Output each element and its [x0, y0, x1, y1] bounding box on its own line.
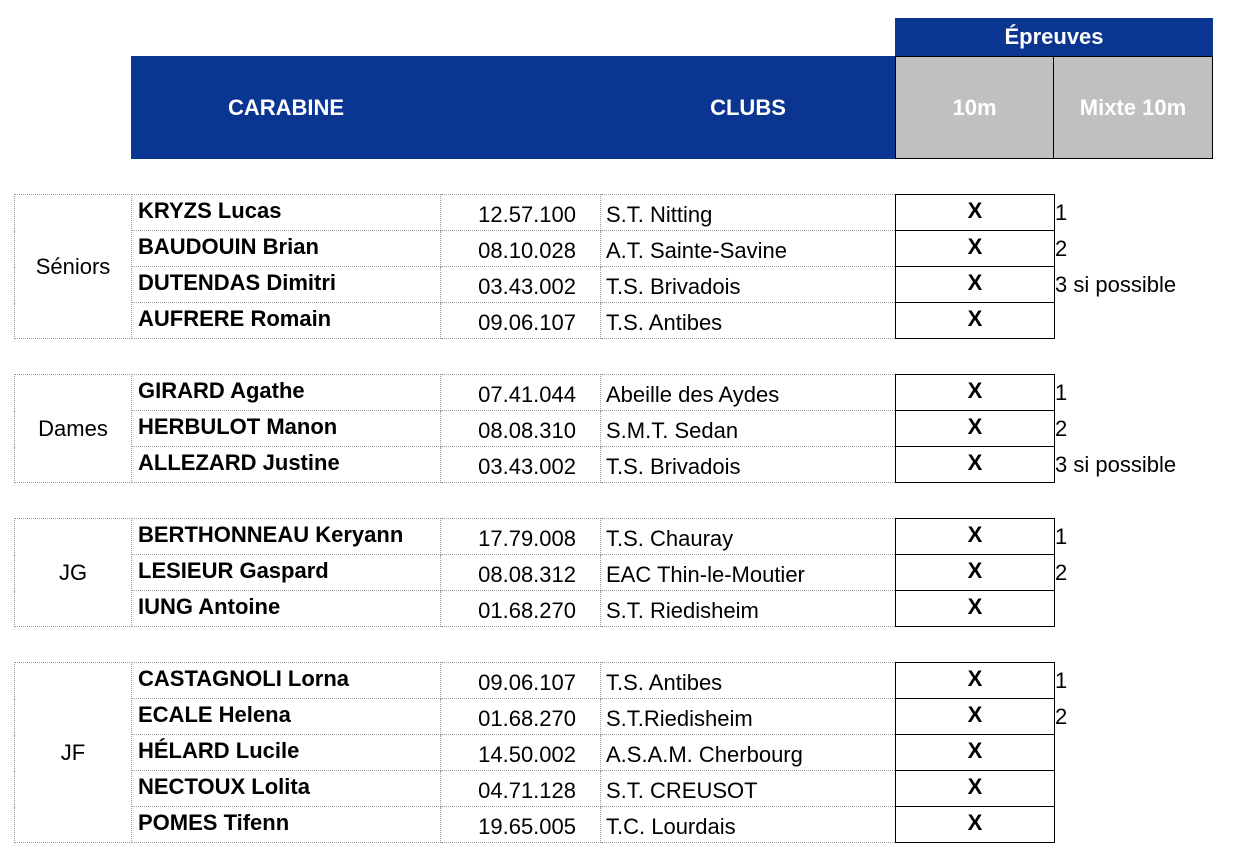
licence-number: 03.43.002 — [441, 447, 601, 483]
event-10m-mark: X — [896, 375, 1055, 411]
event-mixte-10m-mark — [1055, 807, 1068, 843]
event-mixte-10m-mark: 2 — [1055, 415, 1068, 441]
category-label: Dames — [15, 375, 132, 483]
event-mixte-10m-mark: 2 — [1055, 703, 1068, 729]
athlete-name: BAUDOUIN Brian — [132, 231, 441, 267]
event-mixte-10m-mark: 2 — [1055, 235, 1068, 261]
event-mixte-10m-mark: 1 — [1055, 199, 1068, 225]
licence-number: 09.06.107 — [441, 303, 601, 339]
table-row — [15, 555, 1068, 591]
event-10m-mark: X — [896, 519, 1055, 555]
epreuves-header: Épreuves — [895, 18, 1213, 56]
event-10m-mark: X — [896, 231, 1055, 267]
athlete-name: DUTENDAS Dimitri — [132, 267, 441, 303]
club-name: T.S. Antibes — [601, 663, 896, 699]
event-mixte-10m-mark: 1 — [1055, 667, 1068, 693]
licence-number: 12.57.100 — [441, 195, 601, 231]
table-row — [15, 267, 1177, 303]
club-name: S.T. Riedisheim — [601, 591, 896, 627]
event-10m-mark: X — [896, 807, 1055, 843]
athlete-name: BERTHONNEAU Keryann — [132, 519, 441, 555]
licence-number: 19.65.005 — [441, 807, 601, 843]
club-name: T.C. Lourdais — [601, 807, 896, 843]
event-mixte-10m-mark — [1055, 591, 1068, 627]
event-mixte-10m-mark — [1055, 303, 1177, 339]
table-row — [15, 447, 1177, 483]
category-group-0 — [14, 194, 1177, 339]
licence-number: 01.68.270 — [441, 591, 601, 627]
category-label: JG — [15, 519, 132, 627]
table-row — [15, 375, 1177, 411]
club-name: S.T.Riedisheim — [601, 699, 896, 735]
event-mixte-10m-mark: 1 — [1055, 379, 1068, 405]
athlete-name: IUNG Antoine — [132, 591, 441, 627]
club-name: A.S.A.M. Cherbourg — [601, 735, 896, 771]
licence-number: 01.68.270 — [441, 699, 601, 735]
table-row — [15, 519, 1068, 555]
event-mixte-10m-mark: 3 si possible — [1055, 271, 1177, 297]
table-row — [15, 411, 1177, 447]
club-name: T.S. Brivadois — [601, 447, 896, 483]
event-10m-mark: X — [896, 735, 1055, 771]
licence-number: 17.79.008 — [441, 519, 601, 555]
club-name: T.S. Brivadois — [601, 267, 896, 303]
event-10m-mark: X — [896, 195, 1055, 231]
event-10m-mark: X — [896, 771, 1055, 807]
column-header-10m: 10m — [895, 56, 1054, 159]
category-label: Séniors — [15, 195, 132, 339]
licence-number: 09.06.107 — [441, 663, 601, 699]
category-group-3 — [14, 662, 1068, 843]
licence-number: 08.08.312 — [441, 555, 601, 591]
athlete-name: AUFRERE Romain — [132, 303, 441, 339]
athlete-name: HÉLARD Lucile — [132, 735, 441, 771]
club-name: Abeille des Aydes — [601, 375, 896, 411]
table-row — [15, 771, 1068, 807]
athlete-name: POMES Tifenn — [132, 807, 441, 843]
club-name: T.S. Antibes — [601, 303, 896, 339]
club-name: A.T. Sainte-Savine — [601, 231, 896, 267]
event-mixte-10m-mark: 1 — [1055, 523, 1068, 549]
licence-number: 03.43.002 — [441, 267, 601, 303]
clubs-header: CLUBS — [710, 94, 786, 120]
event-10m-mark: X — [896, 267, 1055, 303]
club-name: S.T. Nitting — [601, 195, 896, 231]
licence-number: 04.71.128 — [441, 771, 601, 807]
club-name: T.S. Chauray — [601, 519, 896, 555]
category-group-2 — [14, 518, 1068, 627]
athlete-name: CASTAGNOLI Lorna — [132, 663, 441, 699]
event-10m-mark: X — [896, 663, 1055, 699]
event-mixte-10m-mark: 2 — [1055, 559, 1068, 585]
table-row — [15, 303, 1177, 339]
table-row — [15, 699, 1068, 735]
table-row — [15, 663, 1068, 699]
event-mixte-10m-mark — [1055, 771, 1068, 807]
event-10m-mark: X — [896, 555, 1055, 591]
column-header-mixte-10m: Mixte 10m — [1053, 56, 1213, 159]
event-10m-mark: X — [896, 447, 1055, 483]
table-row — [15, 195, 1177, 231]
athlete-name: NECTOUX Lolita — [132, 771, 441, 807]
licence-number: 08.08.310 — [441, 411, 601, 447]
event-10m-mark: X — [896, 699, 1055, 735]
table-row — [15, 807, 1068, 843]
athlete-name: HERBULOT Manon — [132, 411, 441, 447]
main-header — [131, 56, 895, 159]
athlete-name: KRYZS Lucas — [132, 195, 441, 231]
club-name: EAC Thin-le-Moutier — [601, 555, 896, 591]
club-name: S.M.T. Sedan — [601, 411, 896, 447]
category-group-1 — [14, 374, 1177, 483]
event-10m-mark: X — [896, 411, 1055, 447]
category-label: JF — [15, 663, 132, 843]
athlete-name: LESIEUR Gaspard — [132, 555, 441, 591]
athlete-name: GIRARD Agathe — [132, 375, 441, 411]
licence-number: 08.10.028 — [441, 231, 601, 267]
table-row — [15, 591, 1068, 627]
licence-number: 07.41.044 — [441, 375, 601, 411]
athlete-name: ALLEZARD Justine — [132, 447, 441, 483]
event-10m-mark: X — [896, 303, 1055, 339]
athlete-name: ECALE Helena — [132, 699, 441, 735]
club-name: S.T. CREUSOT — [601, 771, 896, 807]
table-row — [15, 735, 1068, 771]
event-mixte-10m-mark — [1055, 735, 1068, 771]
table-row — [15, 231, 1177, 267]
page-title: CARABINE — [227, 94, 345, 120]
event-10m-mark: X — [896, 591, 1055, 627]
event-mixte-10m-mark: 3 si possible — [1055, 451, 1177, 477]
licence-number: 14.50.002 — [441, 735, 601, 771]
